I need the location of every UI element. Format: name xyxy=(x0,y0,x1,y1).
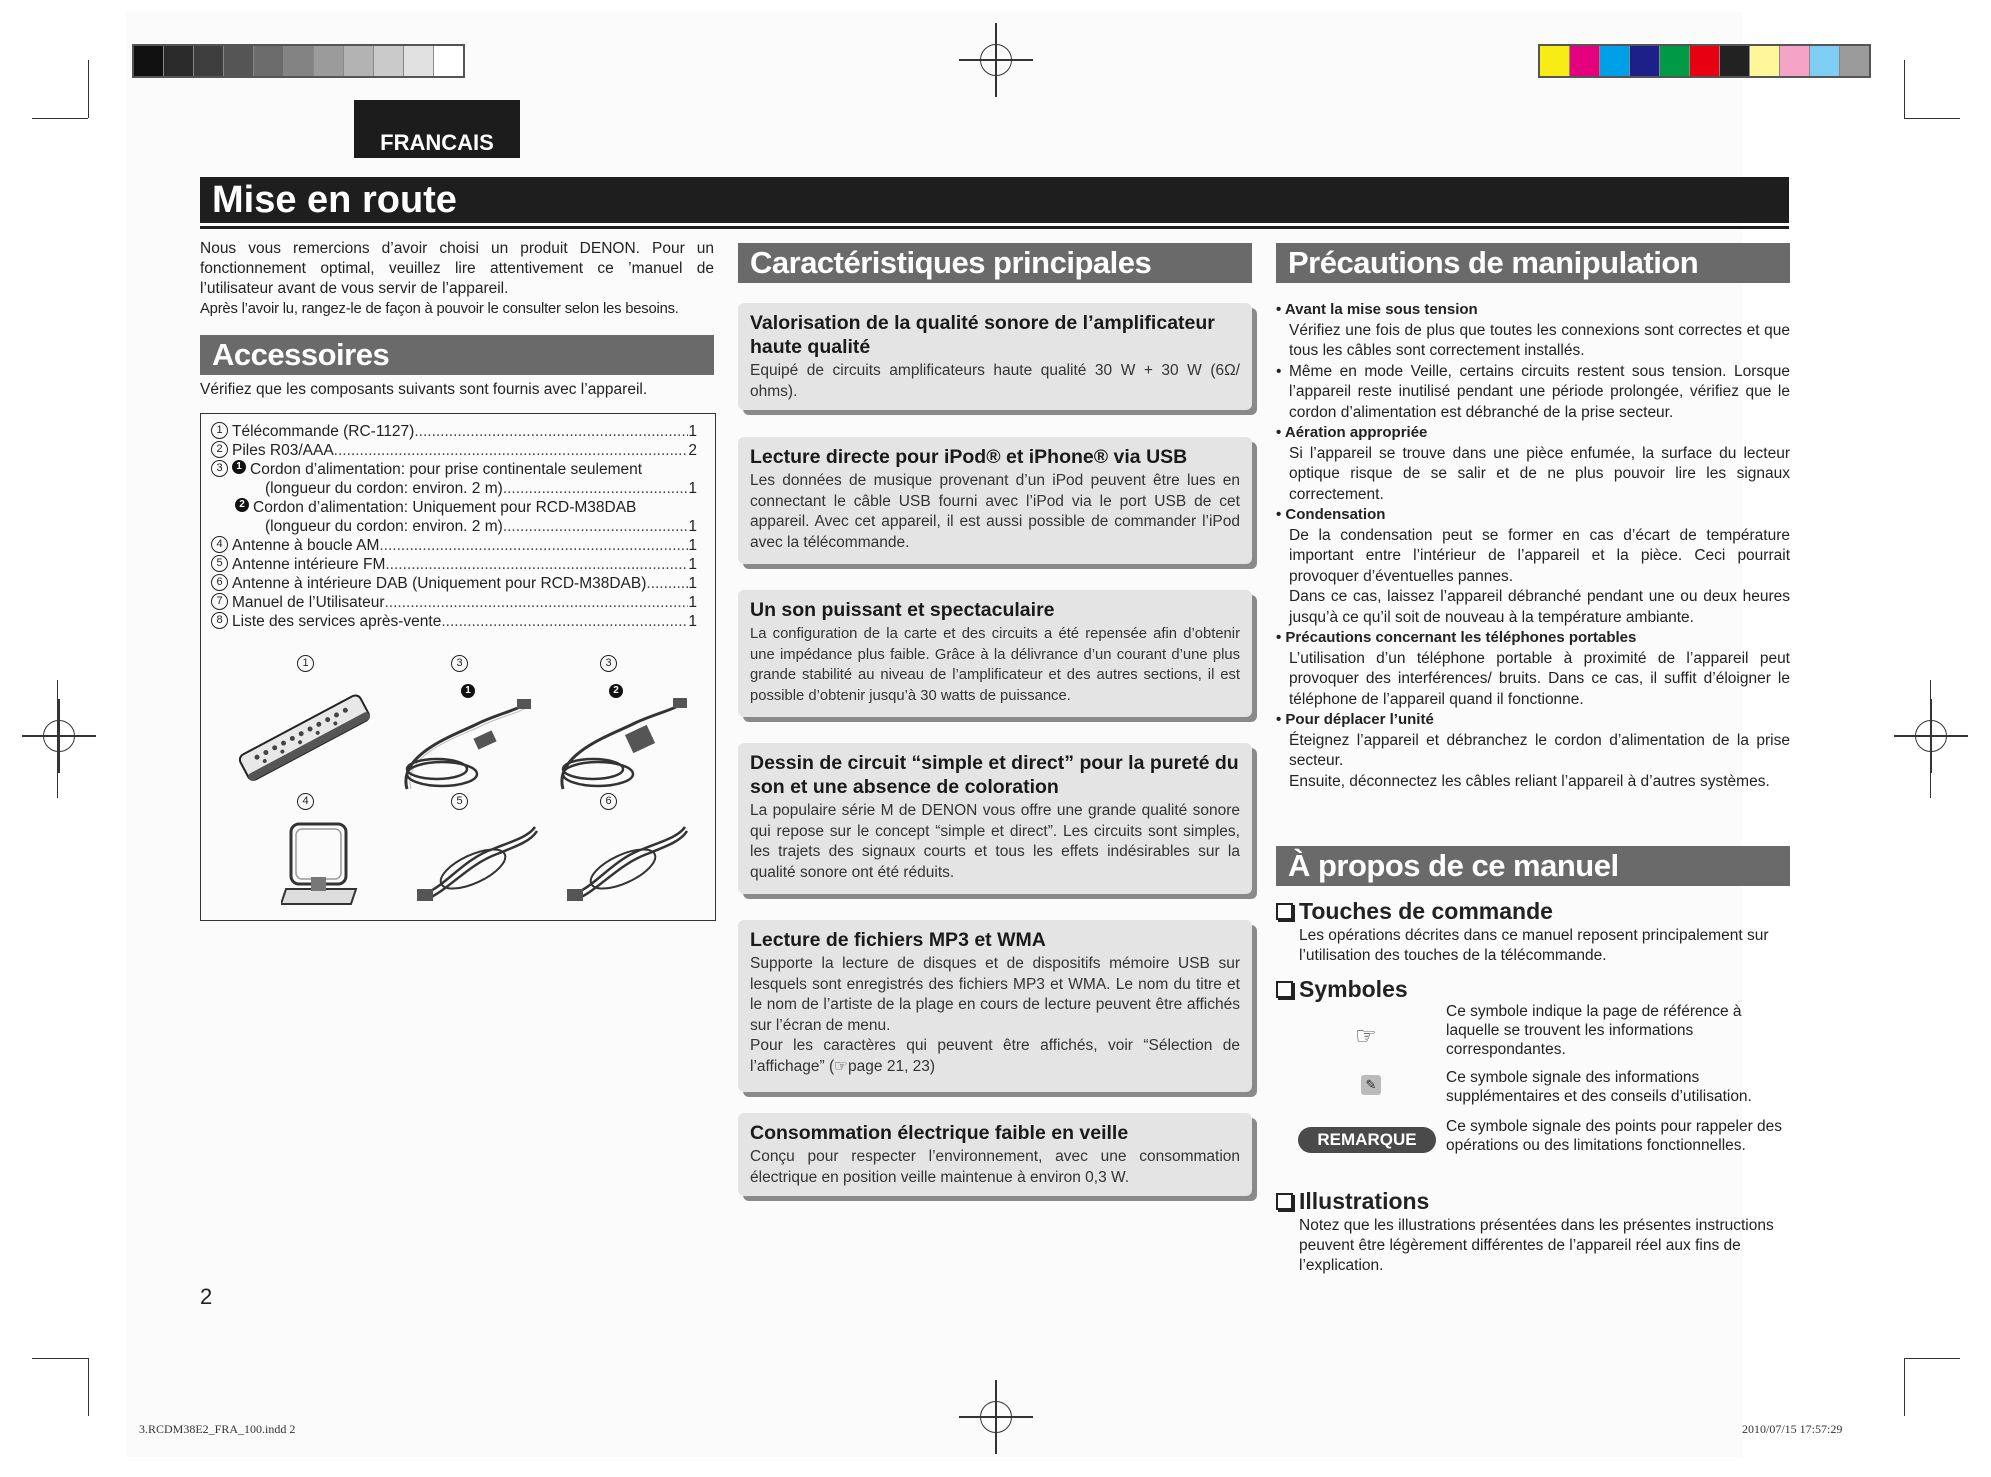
accessory-item: 2 Piles R03/AAA ..... 2 xyxy=(211,441,697,460)
language-tab: FRANCAIS xyxy=(354,100,520,158)
crop-mark xyxy=(32,118,88,119)
color-swatch xyxy=(1840,46,1869,76)
reference-hand-icon: ☞ xyxy=(1355,1023,1377,1050)
color-swatch xyxy=(1690,46,1720,76)
accessory-item: (longueur du cordon: environ. 2 m) ..... 1 xyxy=(211,517,697,536)
intro-paragraph xyxy=(200,239,714,319)
color-swatch xyxy=(344,46,374,76)
color-swatch xyxy=(1540,46,1570,76)
page-number: 2 xyxy=(200,1284,213,1309)
color-swatch xyxy=(224,46,254,76)
intro-text-2: Après l’avoir lu, rangez-le de façon à pouvoir le consulter selon les besoins. xyxy=(200,301,679,317)
color-swatch xyxy=(1570,46,1600,76)
crop-mark xyxy=(88,1358,89,1416)
feature-card xyxy=(738,590,1252,717)
color-swatch xyxy=(1660,46,1690,76)
checkbox-square-icon xyxy=(1276,903,1293,920)
precaution-text: Ensuite, déconnectez les câbles reliant l’appareil à d’autres systèmes. xyxy=(1289,772,1770,790)
color-swatch xyxy=(404,46,434,76)
symbol-description: Ce symbole indique la page de référence à laquelle se trouvent les informations correspondantes. xyxy=(1446,1003,1742,1058)
precaution-text: Vérifiez une fois de plus que toutes les connexions sont correctes et que tous les câbles sont correctement installés. xyxy=(1289,321,1790,359)
color-swatch xyxy=(1600,46,1630,76)
accessory-item: (longueur du cordon: environ. 2 m) ..... 1 xyxy=(211,479,697,498)
touches-heading: Touches de commande xyxy=(1276,898,1553,925)
manual-heading: À propos de ce manuel xyxy=(1276,846,1790,886)
color-swatch xyxy=(1750,46,1780,76)
registration-mark xyxy=(980,1401,1012,1433)
registration-mark xyxy=(43,720,75,752)
touches-text: Les opérations décrites dans ce manuel reposent principalement sur l’utilisation des touches de la télécommande. xyxy=(1299,927,1769,964)
precaution-title: • Condensation xyxy=(1276,506,1386,523)
power-cord-eu-illustration xyxy=(397,694,537,804)
page-title: Mise en route xyxy=(200,177,1789,223)
feature-title: Valorisation de la qualité sonore de l’amplificateur haute qualité xyxy=(750,312,1215,358)
illustration-label: 3 xyxy=(451,654,472,672)
color-swatch xyxy=(1720,46,1750,76)
symboles-heading: Symboles xyxy=(1276,976,1408,1003)
precaution-block: • Même en mode Veille, certains circuits restent sous tension. Lorsque l’appareil reste inutilisé pendant une période prolongée, vérifiez que le cordon d’alimentation est débranché de la prise secteur. xyxy=(1276,362,1790,424)
accessory-item: 3 1 Cordon d’alimentation: pour prise continentale seulement xyxy=(211,460,697,479)
feature-card xyxy=(738,743,1252,894)
color-swatch xyxy=(164,46,194,76)
feature-body: Conçu pour respecter l’environnement, avec une consommation électrique en position veille maintenue à environ 0,3 W. xyxy=(750,1148,1240,1186)
color-swatch xyxy=(284,46,314,76)
note-pencil-icon: ✎ xyxy=(1361,1075,1381,1095)
feature-card xyxy=(738,437,1252,564)
crop-mark xyxy=(57,680,58,798)
precaution-text: Éteignez l’appareil et débranchez le cordon d’alimentation de la prise secteur. xyxy=(1289,731,1790,769)
accessory-item: 4 Antenne à boucle AM ..... 1 xyxy=(211,536,697,555)
title-underline xyxy=(200,226,1789,229)
precaution-title: • Aération appropriée xyxy=(1276,424,1428,441)
accessory-item: 2 Cordon d’alimentation: Uniquement pour RCD-M38DAB xyxy=(211,498,697,517)
feature-body: Equipé de circuits amplificateurs haute qualité 30 W + 30 W (6Ω/ ohms). xyxy=(750,362,1240,400)
feature-body: Supporte la lecture de disques et de dispositifs mémoire USB sur lesquels sont enregistrés des fichiers MP3 et WMA. Le nom du titre et le nom de l’artiste de la plage en cours de lecture peuvent être affichés sur l’écran de menu. xyxy=(750,955,1240,1034)
color-swatch xyxy=(314,46,344,76)
accessory-item: 7 Manuel de l’Utilisateur ..... 1 xyxy=(211,593,697,612)
feature-body: La populaire série M de DENON vous offre une grande qualité sonore qui repose sur le concept “simple et direct”. Les circuits sont simples, les trajets des signaux courts et tous les effets indésirables sur la qualité sonore ont été réduits. xyxy=(750,802,1240,881)
symbol-description: Ce symbole signale des informations supplémentaires et des conseils d’utilisation. xyxy=(1446,1069,1752,1105)
precaution-title: • Précautions concernant les téléphones portables xyxy=(1276,629,1637,646)
color-swatch xyxy=(374,46,404,76)
precaution-block xyxy=(1276,300,1790,362)
illustration-label: 6 xyxy=(600,792,621,810)
registration-mark xyxy=(1915,720,1947,752)
precaution-text: Dans ce cas, laissez l’appareil débranché pendant une ou deux heures jusqu’à ce qu’il soit de nouveau à la température ambiante. xyxy=(1289,588,1790,626)
cmyk-color-strip xyxy=(1538,44,1871,78)
precaution-title: • Avant la mise sous tension xyxy=(1276,301,1478,318)
crop-mark xyxy=(1904,118,1960,119)
color-swatch xyxy=(134,46,164,76)
illustration-label: 5 xyxy=(451,792,472,810)
accessories-heading: Accessoires xyxy=(200,335,714,375)
gray-color-strip xyxy=(132,44,465,78)
fm-antenna-illustration xyxy=(413,819,543,909)
precaution-text: Si l’appareil se trouve dans une pièce enfumée, la surface du lecteur optique risque de se salir et de ne plus pouvoir lire les signaux correctement. xyxy=(1289,444,1790,503)
footer-timestamp: 2010/07/15 17:57:29 xyxy=(1742,1422,1843,1436)
precaution-text: De la condensation peut se former en cas d’écart de température important entre l’intérieur de l’appareil et la pièce. Ceci pourrait provoquer d’éventuelles pannes. xyxy=(1289,526,1790,585)
feature-title: Lecture directe pour iPod® et iPhone® via USB xyxy=(750,446,1188,468)
color-swatch xyxy=(434,46,463,76)
intro-text: Nous vous remercions d’avoir choisi un produit DENON. Pour un fonctionnement optimal, veuillez lire attentivement ce ’manuel de l’utilisateur avant de vous servir de l’appareil. xyxy=(200,240,714,297)
color-swatch xyxy=(1810,46,1840,76)
precaution-block xyxy=(1276,628,1790,710)
accessories-box xyxy=(200,413,716,921)
precaution-text: Même en mode Veille, certains circuits restent sous tension. Lorsque l’appareil reste inutilisé pendant une période prolongée, vérifiez que le cordon d’alimentation est débranché de la prise secteur. xyxy=(1289,362,1790,421)
precaution-block xyxy=(1276,505,1790,628)
color-swatch xyxy=(254,46,284,76)
precaution-title: • Pour déplacer l’unité xyxy=(1276,711,1434,728)
accessory-item: 6 Antenne à intérieure DAB (Uniquement pour RCD-M38DAB) ..... 1 xyxy=(211,574,697,593)
accessories-intro: Vérifiez que les composants suivants sont fournis avec l’appareil. xyxy=(200,381,648,398)
illustrations-heading: Illustrations xyxy=(1276,1188,1429,1215)
feature-body: Les données de musique provenant d’un iPod peuvent être lues en connectant le câble USB fourni avec l’iPod via le port USB de cet appareil. Avec cet appareil, il est aussi possible de commander l’iPod avec la télécommande. xyxy=(750,472,1240,551)
crop-mark xyxy=(1904,1358,1960,1359)
remote-control-illustration xyxy=(229,679,379,799)
crop-mark xyxy=(88,60,89,118)
feature-card xyxy=(738,303,1252,410)
footer-file-info: 3.RCDM38E2_FRA_100.indd 2 xyxy=(139,1422,296,1436)
checkbox-square-icon xyxy=(1276,1193,1293,1210)
precaution-text: L’utilisation d’un téléphone portable à proximité de l’appareil peut provoquer des interférences/ bruits. Dans ce cas, il suffit d’éloigner le téléphone de l’appareil quand il fonctionne. xyxy=(1289,649,1790,708)
accessory-item: 8 Liste des services après-vente ..... 1 xyxy=(211,612,697,631)
illustration-label: 4 xyxy=(297,792,318,810)
color-swatch xyxy=(1780,46,1810,76)
feature-title: Dessin de circuit “simple et direct” pour la pureté du son et une absence de coloration xyxy=(750,752,1239,798)
illustration-label: 1 xyxy=(297,654,318,672)
color-swatch xyxy=(1630,46,1660,76)
crop-mark xyxy=(1930,680,1931,798)
dab-antenna-illustration xyxy=(563,819,693,909)
feature-title: Consommation électrique faible en veille xyxy=(750,1122,1129,1144)
illustrations-text: Notez que les illustrations présentées dans les présentes instructions peuvent être légèrement différentes de l’appareil réel aux fins de l’explication. xyxy=(1299,1217,1774,1274)
features-heading: Caractéristiques principales xyxy=(738,243,1252,283)
feature-body: La configuration de la carte et des circuits a été repensée afin d’obtenir une impédance plus faible. Grâce à la délivrance d’un courant d’une plus grande stabilité au niveau de l’amplificateur et des autres sections, il est possible d’obtenir jusqu’à 30 watts de puissance. xyxy=(750,626,1240,704)
illustration-label: 3 xyxy=(600,654,621,672)
precaution-block xyxy=(1276,423,1790,505)
precautions-heading: Précautions de manipulation xyxy=(1276,243,1790,283)
illustration-sub-label: 2 xyxy=(609,682,627,699)
color-swatch xyxy=(194,46,224,76)
am-loop-antenna-illustration xyxy=(281,819,361,909)
feature-title: Un son puissant et spectaculaire xyxy=(750,599,1055,621)
feature-card xyxy=(738,920,1252,1092)
feature-card xyxy=(738,1113,1252,1196)
accessory-item: 1 Télécommande (RC-1127) ..... 1 xyxy=(211,422,697,441)
power-cord-uk-illustration xyxy=(553,694,693,804)
precaution-block xyxy=(1276,710,1790,792)
feature-body-2: Pour les caractères qui peuvent être affichés, voir “Sélection de l’affichage” (☞page 21, 23) xyxy=(750,1037,1240,1075)
symbol-description: Ce symbole signale des points pour rappeler des opérations ou des limitations fonctionnelles. xyxy=(1446,1118,1783,1154)
illustration-sub-label: 1 xyxy=(461,682,479,699)
feature-title: Lecture de fichiers MP3 et WMA xyxy=(750,929,1046,951)
crop-mark xyxy=(32,1358,88,1359)
accessory-item: 5 Antenne intérieure FM ..... 1 xyxy=(211,555,697,574)
registration-mark xyxy=(980,44,1012,76)
crop-mark xyxy=(1904,1358,1905,1416)
checkbox-square-icon xyxy=(1276,981,1293,998)
precautions-list xyxy=(1276,300,1790,792)
remarque-badge: REMARQUE xyxy=(1298,1127,1436,1153)
crop-mark xyxy=(1904,60,1905,118)
